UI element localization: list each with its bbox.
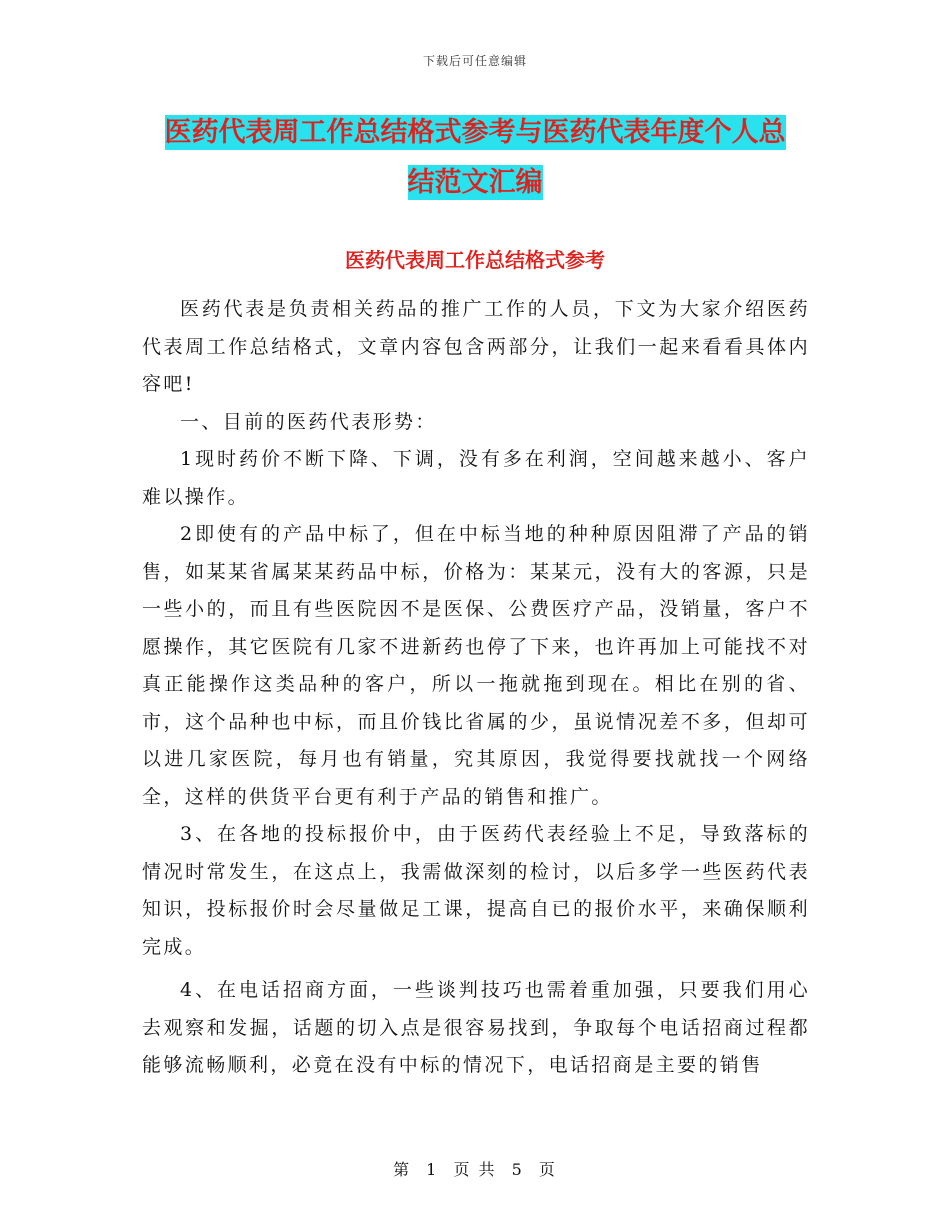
footer-mid: 页 共	[453, 1160, 497, 1179]
title-line-1-text: 医药代表周工作总结格式参考与医药代表年度个人总	[164, 117, 786, 148]
paragraph-point-1: 1现时药价不断下降、下调，没有多在利润，空间越来越小、客户难以操作。	[142, 448, 810, 508]
title-line-2-text: 结范文汇编	[407, 167, 543, 198]
page-footer	[0, 1157, 950, 1180]
paragraph-heading-1: 一、目前的医药代表形势：	[180, 410, 437, 433]
title-line-2	[0, 158, 950, 208]
section-title: 医药代表周工作总结格式参考	[345, 248, 605, 272]
footer-suffix: 页	[538, 1160, 557, 1179]
paragraph-point-3: 3、在各地的投标报价中，由于医药代表经验上不足，导致落标的情况时常发生，在这点上，我需做深刻的检讨，以后多学一些医药代表知识，投标报价时会尽量做足工课，提高自已的报价水平，来确保顺利完成。	[142, 823, 810, 958]
paragraph-intro: 医药代表是负责相关药品的推广工作的人员，下文为大家介绍医药代表周工作总结格式，文章内容包含两部分，让我们一起来看看具体内容吧!	[142, 298, 810, 395]
footer-page-number: 1	[426, 1160, 439, 1179]
paragraph-point-4: 4、在电话招商方面，一些谈判技巧也需着重加强，只要我们用心去观察和发掘，话题的切入点是很容易找到，争取每个电话招商过程都能够流畅顺利，必竟在没有中标的情况下，电话招商是主要的销售	[142, 979, 810, 1076]
paragraph-point-2: 2即使有的产品中标了，但在中标当地的种种原因阻滞了产品的销售，如某某省属某某药品中标，价格为：某某元，没有大的客源，只是一些小的，而且有些医院因不是医保、公费医疗产品，没销量，客户不愿操作，其它医院有几家不进新药也停了下来，也许再加上可能找不对真正能操作这类品种的客户，所以一拖就拖到现在。相比在别的省、市，这个品种也中标，而且价钱比省属的少，虽说情况差不多，但却可以进几家医院，每月也有销量，究其原因，我觉得要找就找一个网络全，这样的供货平台更有利于产品的销售和推广。	[142, 523, 810, 808]
footer-total-pages: 5	[511, 1160, 524, 1179]
header-note: 下载后可任意编辑	[422, 54, 527, 68]
document-title	[0, 108, 950, 208]
title-line-1	[0, 108, 950, 158]
footer-prefix: 第	[393, 1160, 412, 1179]
document-body	[142, 291, 810, 1085]
